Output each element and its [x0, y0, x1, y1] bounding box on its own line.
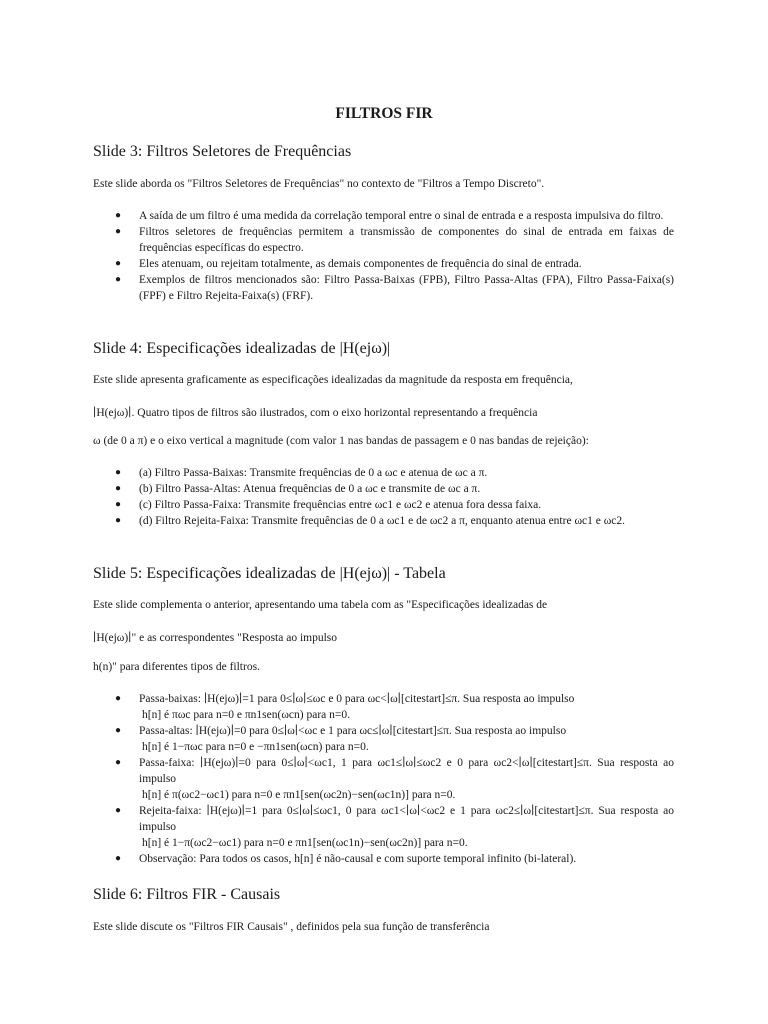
list-item	[93, 851, 674, 867]
slide-4-paragraph-3: ω (de 0 a π) e o eixo vertical a magnitude (com valor 1 nas bandas de passagem e 0 nas bandas de rejeição):	[93, 435, 589, 447]
slide-3-intro: Este slide aborda os "Filtros Seletores de Frequências" no contexto de "Filtros a Tempo Discreto".	[93, 178, 545, 190]
list-item: ● A saída de um filtro é uma medida da correlação temporal entre o sinal de entrada e a resposta impulsiva do filtro.	[93, 208, 674, 224]
list-item: ● Exemplos de filtros mencionados são: Filtro Passa-Baixas (FPB), Filtro Passa-Altas (FPA), Filtro Passa-Faixa(s) (FPF) e Filtro Rejeita-Faixa(s) (FRF).	[93, 272, 674, 304]
slide-5-paragraph-1: Este slide complementa o anterior, apresentando uma tabela com as "Especificações idealizadas de	[93, 599, 548, 611]
list-item	[93, 723, 674, 755]
item-text: Passa-faixa: ∣H(ejω)∣=0 para 0≤∣ω∣<ωc1, 1 para ωc1≤∣ω∣≤ωc2 e 0 para ωc2<∣ω∣[citestart]≤π. Sua resposta ao impulso	[139, 757, 674, 785]
list-item: ● Filtros seletores de frequências permitem a transmissão de componentes do sinal de entrada em faixas de frequências específicas do espectro.	[93, 224, 674, 256]
impulse-response: h[n] é 1−π(ωc2−ωc1) para n=0 e πn1[sen(ωc1n)−sen(ωc2n)] para n=0.	[142, 837, 468, 849]
list-item: ● (d) Filtro Rejeita-Faixa: Transmite frequências de 0 a ωc1 e de ωc2 a π, enquanto atenua entre ωc1 e ωc2.	[93, 513, 674, 529]
slide-6-intro: Este slide discute os "Filtros FIR Causais" , definidos pela sua função de transferência	[93, 921, 490, 933]
slide-3-bullet-list	[93, 208, 674, 304]
item-text: Passa-baixas: ∣H(ejω)∣=1 para 0≤∣ω∣≤ωc e 0 para ωc<∣ω∣[citestart]≤π. Sua resposta ao impulso	[139, 693, 575, 705]
list-item	[93, 755, 674, 803]
item-text: Passa-altas: ∣H(ejω)∣=0 para 0≤∣ω∣<ωc e 1 para ωc≤∣ω∣[citestart]≤π. Sua resposta ao impulso	[139, 725, 567, 737]
slide-4-paragraph-2: ∣H(ejω)∣. Quatro tipos de filtros são ilustrados, com o eixo horizontal representando a frequência	[93, 407, 538, 419]
document-title: FILTROS FIR	[335, 105, 433, 122]
slide-5-paragraph-2: ∣H(ejω)∣" e as correspondentes "Resposta ao impulso	[93, 632, 338, 644]
slide-6-heading: Slide 6: Filtros FIR - Causais	[93, 886, 281, 903]
slide-5-heading: Slide 5: Especificações idealizadas de |H(ejω)| - Tabela	[93, 565, 446, 582]
item-text: Rejeita-faixa: ∣H(ejω)∣=1 para 0≤∣ω∣≤ωc1, 0 para ωc1<∣ω∣<ωc2 e 1 para ωc2≤∣ω∣[citestart]≤π. Sua resposta ao impulso	[139, 805, 674, 833]
list-item: ● Eles atenuam, ou rejeitam totalmente, as demais componentes de frequência do sinal de entrada.	[93, 256, 674, 272]
impulse-response: h[n] é 1−πωc para n=0 e −πn1sen(ωcn) para n=0.	[142, 741, 369, 753]
list-item	[93, 691, 674, 723]
slide-4-paragraph-1: Este slide apresenta graficamente as especificações idealizadas da magnitude da resposta em frequência,	[93, 374, 573, 386]
list-item: ● (a) Filtro Passa-Baixas: Transmite frequências de 0 a ωc e atenua de ωc a π.	[93, 465, 674, 481]
list-item: ● (b) Filtro Passa-Altas: Atenua frequências de 0 a ωc e transmite de ωc a π.	[93, 481, 674, 497]
impulse-response: h[n] é πωc para n=0 e πn1sen(ωcn) para n=0.	[142, 709, 350, 721]
slide-5-paragraph-3: h(n)" para diferentes tipos de filtros.	[93, 661, 260, 673]
list-item: ● (c) Filtro Passa-Faixa: Transmite frequências entre ωc1 e ωc2 e atenua fora dessa faixa.	[93, 497, 674, 513]
slide-5-bullet-list	[93, 691, 674, 867]
slide-3-heading: Slide 3: Filtros Seletores de Frequências	[93, 143, 352, 160]
slide-4-bullet-list	[93, 465, 674, 529]
impulse-response: h[n] é π(ωc2−ωc1) para n=0 e πn1[sen(ωc2n)−sen(ωc1n)] para n=0.	[142, 789, 456, 801]
item-text: Observação: Para todos os casos, h[n] é não-causal e com suporte temporal infinito (bi-lateral).	[139, 853, 577, 865]
list-item	[93, 803, 674, 851]
slide-4-heading: Slide 4: Especificações idealizadas de |H(ejω)|	[93, 340, 391, 357]
